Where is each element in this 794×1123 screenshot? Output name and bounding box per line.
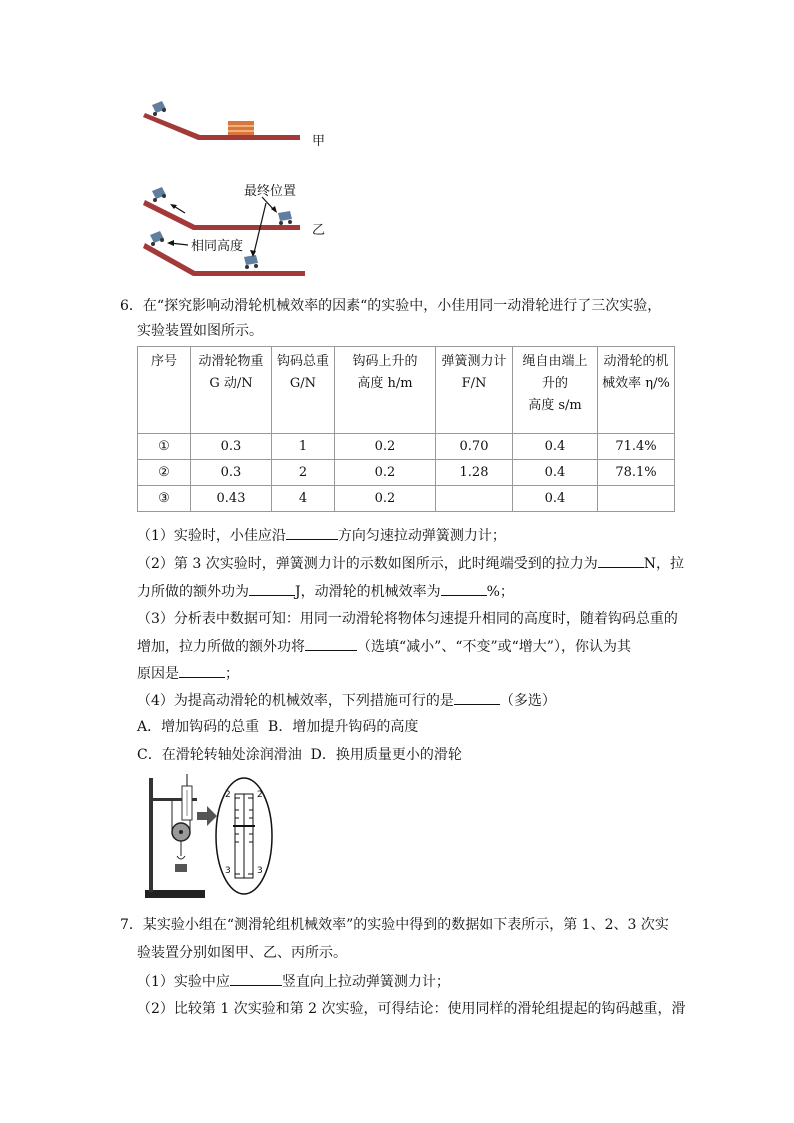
table-cell: 0.43 [191, 486, 272, 512]
table-cell: 4 [272, 486, 335, 512]
cart-icon [152, 187, 166, 202]
table-cell [436, 486, 513, 512]
table-cell: 0.2 [335, 434, 436, 460]
cart-icon [278, 211, 292, 225]
ramp-jia [143, 101, 300, 140]
spring-scale-icon [182, 774, 192, 820]
answer-blank[interactable] [286, 525, 338, 540]
header-index: 序号 [138, 347, 191, 434]
header-spring-force: 弹簧测力计 F/N [436, 347, 513, 434]
q6-part4: （4）为提高动滑轮的机械效率，下列措施可行的是 （多选） [137, 690, 556, 711]
header-hook-weight: 钩码总重 G/N [272, 347, 335, 434]
cart-icon [244, 255, 258, 269]
q7-stem-line2: 验装置分别如图甲、乙、丙所示。 [137, 945, 347, 961]
label-same-height: 相同高度 [191, 239, 244, 254]
table-cell: 0.70 [436, 434, 513, 460]
option-b[interactable]: B．增加提升钩码的高度 [268, 719, 419, 735]
table-cell: 1.28 [436, 460, 513, 486]
answer-blank[interactable] [230, 971, 282, 986]
cart-icon [152, 101, 166, 116]
table-cell: 78.1% [598, 460, 675, 486]
answer-blank[interactable] [598, 553, 644, 568]
scale-label-bottom-left: 3 [225, 866, 231, 876]
option-c[interactable]: C．在滑轮转轴处涂润滑油 [137, 747, 302, 763]
table-cell: 0.2 [335, 460, 436, 486]
answer-blank[interactable] [305, 636, 357, 651]
q6-part3-line2: 增加，拉力所做的额外功将 （选填“减小”、“不变”或“增大”），你认为其 [137, 636, 631, 657]
header-pulley-weight: 动滑轮物重 G 动/N [191, 347, 272, 434]
table-cell: 0.4 [513, 486, 598, 512]
q6-data-table [137, 346, 675, 512]
table-cell [598, 486, 675, 512]
q6-stem-line1: 6．在“探究影响动滑轮机械效率的因素“的实验中，小佳用同一动滑轮进行了三次实验， [120, 298, 662, 314]
option-a[interactable]: A．增加钩码的总重 [137, 719, 260, 735]
q7-part2: （2）比较第 1 次实验和第 2 次实验，可得结论：使用同样的滑轮组提起的钩码越重，滑 [137, 1001, 686, 1017]
table-cell: 2 [272, 460, 335, 486]
answer-blank[interactable] [454, 690, 500, 705]
option-d[interactable]: D．换用质量更小的滑轮 [310, 747, 462, 763]
header-efficiency: 动滑轮的机 械效率 η/% [598, 347, 675, 434]
table-cell: 0.3 [191, 434, 272, 460]
table-row [138, 486, 675, 512]
q7-part1: （1）实验中应 竖直向上拉动弹簧测力计； [137, 971, 450, 992]
q6-part3-line3: 原因是 ； [137, 663, 239, 684]
answer-blank[interactable] [441, 581, 487, 596]
arrow-right-icon [197, 806, 217, 826]
q6-part3-line1: （3）分析表中数据可知：用同一动滑轮将物体匀速提升相同的高度时，随着钩码总重的 [137, 611, 678, 627]
q6-options-ab [137, 717, 418, 737]
q6-part1: （1）实验时，小佳应沿 方向匀速拉动弹簧测力计； [137, 525, 506, 546]
table-row [138, 434, 675, 460]
cart-icon [150, 231, 164, 246]
header-hook-height: 钩码上升的 高度 h/m [335, 347, 436, 434]
scale-label-top-right: 2 [257, 790, 263, 800]
table-cell: 1 [272, 434, 335, 460]
table-cell: 0.3 [191, 460, 272, 486]
q6-options-cd [137, 745, 462, 765]
table-cell: ③ [138, 486, 191, 512]
table-header-row [138, 347, 675, 434]
label-final-position: 最终位置 [244, 184, 297, 199]
pulley-apparatus-figure [137, 772, 277, 904]
header-rope-distance: 绳自由端上 升的 高度 s/m [513, 347, 598, 434]
table-cell: 0.2 [335, 486, 436, 512]
table-cell: 71.4% [598, 434, 675, 460]
table-cell: 0.4 [513, 460, 598, 486]
answer-blank[interactable] [249, 581, 295, 596]
label-jia: 甲 [312, 134, 326, 149]
table-cell: ② [138, 460, 191, 486]
table-row [138, 460, 675, 486]
q6-stem-line2: 实验装置如图所示。 [137, 323, 263, 339]
table-cell: 0.4 [513, 434, 598, 460]
q7-stem-line1: 7．某实验小组在“测滑轮组机械效率”的实验中得到的数据如下表所示，第 1、2、3 次实 [120, 917, 669, 933]
label-yi: 乙 [312, 223, 326, 238]
scale-label-top-left: 2 [225, 790, 231, 800]
scale-label-bottom-right: 3 [257, 866, 263, 876]
q6-part2-line1: （2）第 3 次实验时，弹簧测力计的示数如图所示，此时绳端受到的拉力为 N，拉 [137, 553, 684, 574]
table-cell: ① [138, 434, 191, 460]
q6-part2-line2: 力所做的额外功为 J，动滑轮的机械效率为 %； [137, 581, 514, 602]
ramp-figure [140, 95, 340, 285]
answer-blank[interactable] [179, 663, 225, 678]
